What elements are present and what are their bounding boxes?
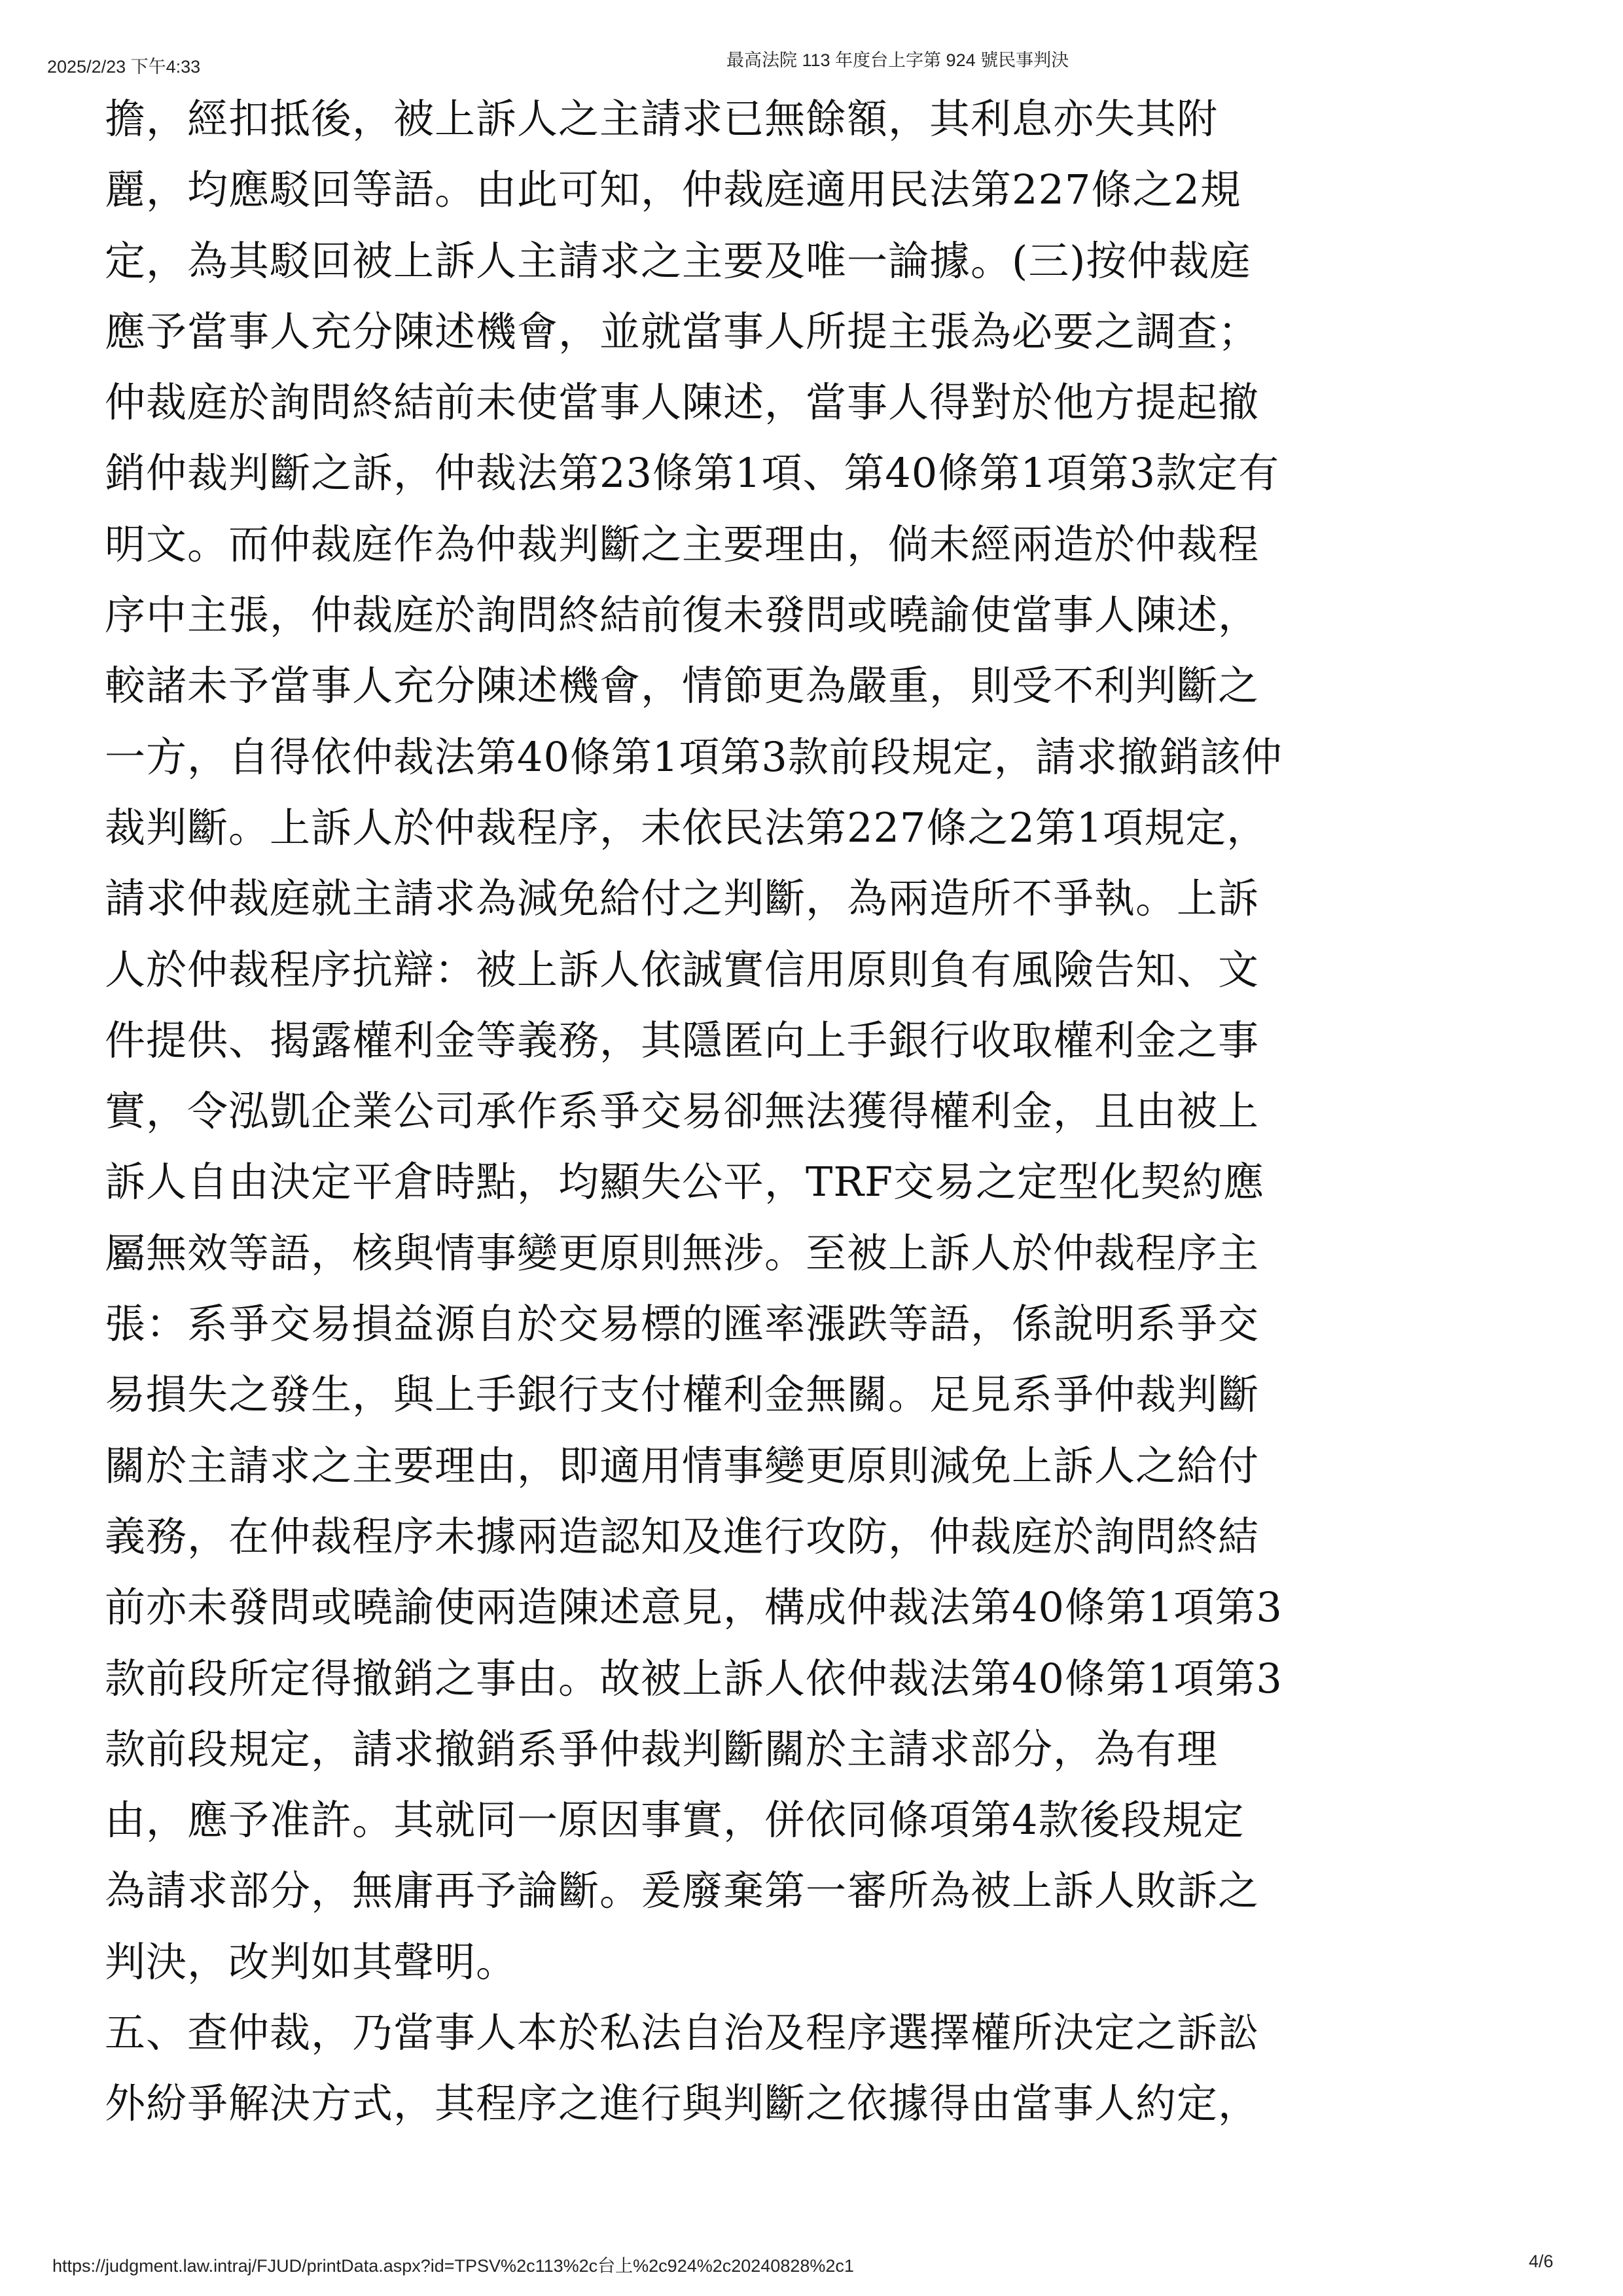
body-line: 訴人自由決定平倉時點，均顯失公平，TRF交易之定型化契約應 [105, 1158, 1265, 1206]
judgment-body [105, 84, 1492, 2140]
body-line: 件提供、揭露權利金等義務，其隱匿向上手銀行收取權利金之事 [105, 1016, 1260, 1064]
body-line: 義務，在仲裁程序未據兩造認知及進行攻防，仲裁庭於詢問終結 [105, 1512, 1260, 1560]
print-footer [0, 2251, 1623, 2278]
body-line: 實，令泓凱企業公司承作系爭交易卻無法獲得權利金，且由被上 [105, 1087, 1260, 1136]
print-datetime: 2025/2/23 下午4:33 [47, 57, 201, 77]
body-line: 款前段所定得撤銷之事由。故被上訴人依仲裁法第40條第1項第3 [105, 1654, 1283, 1702]
body-line: 外紛爭解決方式，其程序之進行與判斷之依據得由當事人約定， [105, 2079, 1260, 2128]
document-title: 最高法院 113 年度台上字第 924 號民事判決 [726, 50, 1069, 70]
body-line: 序中主張，仲裁庭於詢問終結前復未發問或曉諭使當事人陳述， [105, 591, 1260, 639]
body-line: 一方，自得依仲裁法第40條第1項第3款前段規定，請求撤銷該仲 [105, 732, 1283, 781]
body-line: 款前段規定，請求撤銷系爭仲裁判斷關於主請求部分，為有理 [105, 1725, 1219, 1773]
body-line: 擔，經扣抵後，被上訴人之主請求已無餘額，其利息亦失其附 [105, 95, 1219, 143]
page-number: 4/6 [1529, 2251, 1554, 2271]
body-line: 麗，均應駁回等語。由此可知，仲裁庭適用民法第227條之2規 [105, 166, 1241, 214]
body-line: 裁判斷。上訴人於仲裁程序，未依民法第227條之2第1項規定， [105, 803, 1268, 852]
body-line: 人於仲裁程序抗辯：被上訴人依誠實信用原則負有風險告知、文 [105, 945, 1260, 994]
body-line: 張：系爭交易損益源自於交易標的匯率漲跌等語，係說明系爭交 [105, 1300, 1260, 1348]
body-line: 判決，改判如其聲明。 [105, 1937, 518, 1986]
print-header [0, 46, 1623, 77]
body-line: 關於主請求之主要理由，即適用情事變更原則減免上訴人之給付 [105, 1441, 1260, 1490]
source-url: https://judgment.law.intraj/FJUD/printData.aspx?id=TPSV%2c113%2c台上%2c924%2c20240828%2c1 [52, 2256, 854, 2276]
body-line: 由，應予准許。其就同一原因事實，併依同條項第4款後段規定 [105, 1796, 1245, 1844]
body-line: 五、查仲裁，乃當事人本於私法自治及程序選擇權所決定之訴訟 [105, 2009, 1260, 2057]
body-line: 屬無效等語，核與情事變更原則無涉。至被上訴人於仲裁程序主 [105, 1229, 1260, 1277]
body-line: 明文。而仲裁庭作為仲裁判斷之主要理由，倘未經兩造於仲裁程 [105, 520, 1260, 568]
body-line: 為請求部分，無庸再予論斷。爰廢棄第一審所為被上訴人敗訴之 [105, 1867, 1260, 1915]
body-line: 請求仲裁庭就主請求為減免給付之判斷，為兩造所不爭執。上訴 [105, 874, 1260, 923]
body-line: 前亦未發問或曉諭使兩造陳述意見，構成仲裁法第40條第1項第3 [105, 1583, 1283, 1632]
body-line: 銷仲裁判斷之訴，仲裁法第23條第1項、第40條第1項第3款定有 [105, 449, 1280, 497]
body-line: 較諸未予當事人充分陳述機會，情節更為嚴重，則受不利判斷之 [105, 662, 1260, 710]
body-line: 仲裁庭於詢問終結前未使當事人陳述，當事人得對於他方提起撤 [105, 378, 1260, 427]
body-line: 易損失之發生，與上手銀行支付權利金無關。足見系爭仲裁判斷 [105, 1371, 1260, 1419]
body-line: 定，為其駁回被上訴人主請求之主要及唯一論據。(三)按仲裁庭 [105, 236, 1251, 285]
body-line: 應予當事人充分陳述機會，並就當事人所提主張為必要之調查； [105, 307, 1260, 355]
